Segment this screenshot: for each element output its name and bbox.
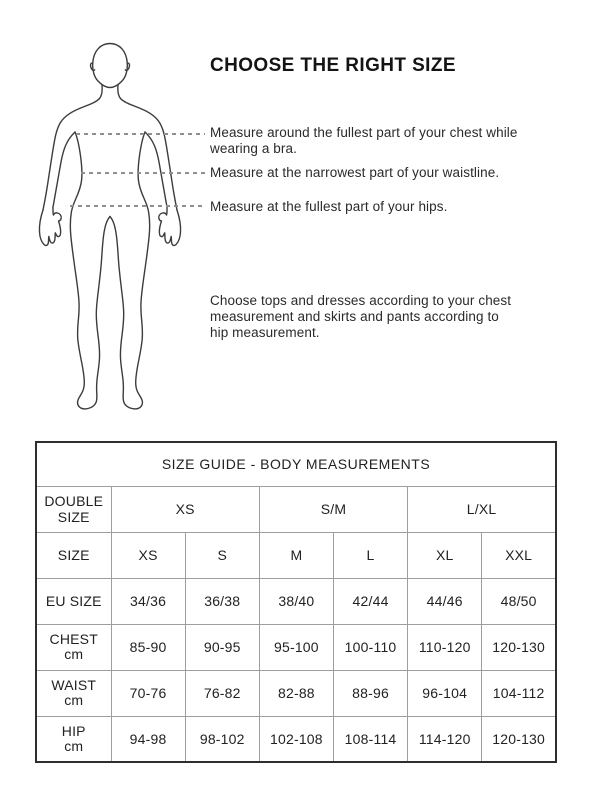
waist-cell: 104-112 — [482, 670, 556, 716]
waist-cell: 76-82 — [185, 670, 259, 716]
double-size-group: L/XL — [408, 486, 556, 532]
double-size-group: XS — [111, 486, 259, 532]
hip-row — [36, 716, 556, 762]
waist-cell: 82-88 — [259, 670, 333, 716]
row-label-text: WAIST — [51, 677, 97, 693]
eu-size-cell: 42/44 — [333, 578, 407, 624]
hip-instruction: Measure at the fullest part of your hips. — [210, 199, 448, 214]
hip-cell: 94-98 — [111, 716, 185, 762]
row-label-hip — [36, 716, 111, 762]
row-label-unit: cm — [64, 646, 84, 662]
table-title-row — [36, 442, 556, 486]
row-label-text: CHEST — [49, 631, 98, 647]
row-label-chest — [36, 624, 111, 670]
body-outline-paths — [39, 44, 180, 409]
chest-cell: 100-110 — [333, 624, 407, 670]
eu-size-cell: 34/36 — [111, 578, 185, 624]
hip-cell: 114-120 — [408, 716, 482, 762]
row-label-unit: cm — [64, 737, 84, 754]
row-label-text: EU SIZE — [45, 592, 102, 609]
waist-guide-line — [81, 172, 205, 174]
waist-cell: 96-104 — [408, 670, 482, 716]
size-cell: S — [185, 532, 259, 578]
row-label-text: HIP — [61, 722, 86, 739]
hip-cell: 120-130 — [482, 716, 556, 762]
sizing-note: Choose tops and dresses according to your chest measurement and skirts and pants according to hip measurement. — [210, 293, 512, 340]
eu-size-cell: 38/40 — [259, 578, 333, 624]
double-size-row — [36, 486, 556, 532]
chest-cell: 90-95 — [185, 624, 259, 670]
hip-cell: 98-102 — [185, 716, 259, 762]
size-cell: M — [259, 532, 333, 578]
eu-size-cell: 48/50 — [482, 578, 556, 624]
size-cell: L — [333, 532, 407, 578]
row-label-eu-size — [36, 578, 111, 624]
eu-size-row — [36, 578, 556, 624]
row-label-unit: cm — [64, 692, 84, 708]
hip-guide-line — [70, 205, 205, 207]
waist-cell: 88-96 — [333, 670, 407, 716]
eu-size-cell: 44/46 — [408, 578, 482, 624]
body-outline-figure — [28, 38, 192, 418]
body-outline-svg — [28, 38, 192, 418]
size-row — [36, 532, 556, 578]
hip-cell: 108-114 — [333, 716, 407, 762]
chest-cell: 110-120 — [408, 624, 482, 670]
eu-size-cell: 36/38 — [185, 578, 259, 624]
waist-instruction: Measure at the narrowest part of your waistline. — [210, 165, 500, 180]
waist-cell: 70-76 — [111, 670, 185, 716]
size-cell: XL — [408, 532, 482, 578]
waist-row — [36, 670, 556, 716]
double-size-group: S/M — [259, 486, 407, 532]
chest-cell: 120-130 — [482, 624, 556, 670]
chest-row — [36, 624, 556, 670]
row-label-size: SIZE — [36, 532, 111, 578]
hip-cell: 102-108 — [259, 716, 333, 762]
size-guide-table — [35, 441, 557, 763]
row-label-double-size: DOUBLE SIZE — [36, 486, 111, 532]
chest-cell: 95-100 — [259, 624, 333, 670]
chest-instruction: Measure around the fullest part of your chest while wearing a bra. — [210, 125, 518, 156]
chest-guide-line — [76, 133, 205, 135]
table-title: SIZE GUIDE - BODY MEASUREMENTS — [36, 442, 556, 486]
page-title: CHOOSE THE RIGHT SIZE — [210, 55, 456, 76]
size-cell: XS — [111, 532, 185, 578]
row-label-waist — [36, 670, 111, 716]
size-cell: XXL — [482, 532, 556, 578]
chest-cell: 85-90 — [111, 624, 185, 670]
